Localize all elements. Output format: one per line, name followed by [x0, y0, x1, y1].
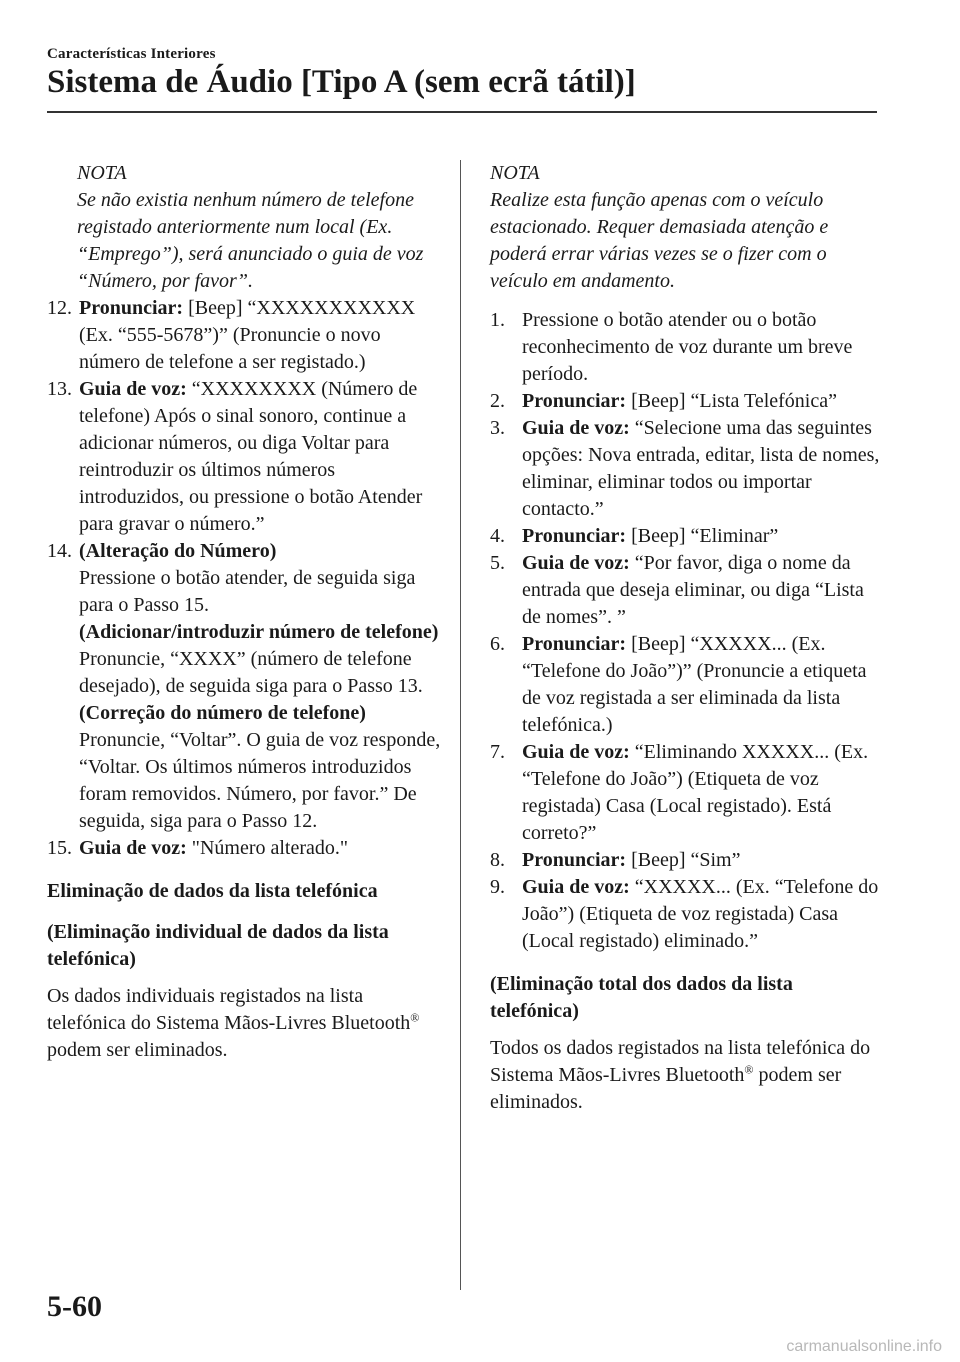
- step-item: [490, 388, 885, 415]
- step-number: 5.: [490, 552, 505, 574]
- step-label: Guia de voz:: [522, 552, 630, 574]
- step-text: “Eliminando XXXXX... (Ex. “Telefone do João”) (Etiqueta de voz registada) Casa (Local registado). Está correto?”: [522, 741, 869, 844]
- step-number: 12.: [47, 297, 72, 319]
- registered-mark: ®: [410, 1010, 420, 1025]
- note-label: NOTA: [490, 162, 540, 184]
- step-text: “XXXXXXXX (Número de telefone) Após o sinal sonoro, continue a adicionar números, ou diga Voltar para reintroduzir os últimos números introduzidos, ou pressione o botão Atender para gravar o número.”: [79, 378, 423, 535]
- header-rule: [47, 111, 877, 113]
- substep-title: (Adicionar/introduzir número de telefone): [79, 621, 439, 643]
- step-item: [490, 415, 885, 523]
- body-paragraph: [47, 983, 442, 1064]
- right-column: [490, 160, 885, 1116]
- step-label: Guia de voz:: [522, 876, 630, 898]
- substep-title: (Alteração do Número): [79, 540, 277, 562]
- step-label: Pronunciar:: [522, 390, 627, 412]
- step-item: [490, 631, 885, 739]
- substep-text: Pronuncie, “XXXX” (número de telefone desejado), de seguida siga para o Passo 13.: [79, 648, 423, 697]
- step-number: 1.: [490, 309, 505, 331]
- step-text: Pressione o botão atender ou o botão reconhecimento de voz durante um breve período.: [522, 309, 853, 385]
- note-box: [490, 160, 885, 295]
- column-divider: [460, 160, 461, 1290]
- para-text: Todos os dados registados na lista telefónica do Sistema Mãos-Livres Bluetooth: [490, 1037, 871, 1086]
- substep-title: (Correção do número de telefone): [79, 702, 366, 724]
- para-text: Os dados individuais registados na lista telefónica do Sistema Mãos-Livres Bluetooth: [47, 985, 411, 1034]
- subsection-heading: (Eliminação total dos dados da lista telefónica): [490, 973, 793, 1022]
- step-number: 7.: [490, 741, 505, 763]
- page-title: Sistema de Áudio [Tipo A (sem ecrã tátil)]: [47, 64, 636, 100]
- step-item: [490, 847, 885, 874]
- note-label: NOTA: [77, 162, 127, 184]
- step-item: [490, 550, 885, 631]
- step-text: [Beep] “Eliminar”: [626, 525, 779, 547]
- step-item: [47, 376, 442, 538]
- para-text: podem ser eliminados.: [490, 1064, 842, 1113]
- step-item: [47, 538, 442, 835]
- step-number: 15.: [47, 837, 72, 859]
- step-label: Pronunciar:: [522, 633, 627, 655]
- substep-text: Pronuncie, “Voltar”. O guia de voz responde, “Voltar. Os últimos números introduzidos foram removidos. Número, por favor.” De seguida, siga para o Passo 12.: [79, 729, 441, 832]
- step-text: [Beep] “XXXXX... (Ex. “Telefone do João”)” (Pronuncie a etiqueta de voz registada a ser eliminada da lista telefónica.): [522, 633, 867, 736]
- step-label: Pronunciar:: [522, 525, 627, 547]
- step-number: 4.: [490, 525, 505, 547]
- step-number: 9.: [490, 876, 505, 898]
- step-item: [47, 835, 442, 862]
- step-text: [Beep] “Sim”: [626, 849, 741, 871]
- step-label: Pronunciar:: [79, 297, 184, 319]
- step-number: 13.: [47, 378, 72, 400]
- registered-mark: ®: [744, 1062, 754, 1077]
- page-number: 5-60: [47, 1290, 102, 1323]
- step-item: [47, 295, 442, 376]
- step-text: [Beep] “XXXXXXXXXXX (Ex. “555-5678”)” (Pronuncie o novo número de telefone a ser registado.): [79, 297, 416, 373]
- step-label: Guia de voz:: [79, 378, 187, 400]
- step-text: “Selecione uma das seguintes opções: Nova entrada, editar, lista de nomes, eliminar, eliminar todos ou importar contacto.”: [522, 417, 880, 520]
- step-number: 2.: [490, 390, 505, 412]
- step-text: “XXXXX... (Ex. “Telefone do João”) (Etiqueta de voz registada) Casa (Local registado) eliminado.”: [522, 876, 879, 952]
- step-text: [Beep] “Lista Telefónica”: [626, 390, 837, 412]
- substep-text: Pressione o botão atender, de seguida siga para o Passo 15.: [79, 567, 416, 616]
- step-item: [490, 523, 885, 550]
- para-text: podem ser eliminados.: [47, 1039, 228, 1061]
- note-text: Se não existia nenhum número de telefone registado anteriormente num local (Ex. “Emprego”), será anunciado o guia de voz “Número, por favor”.: [77, 189, 424, 292]
- step-label: Guia de voz:: [522, 741, 630, 763]
- watermark: carmanualsonline.info: [786, 1338, 942, 1355]
- step-text: "Número alterado.": [186, 837, 349, 859]
- step-label: Pronunciar:: [522, 849, 627, 871]
- step-item: [490, 739, 885, 847]
- step-item: [490, 307, 885, 388]
- note-text: Realize esta função apenas com o veículo estacionado. Requer demasiada atenção e poderá errar várias vezes se o fizer com o veículo em andamento.: [490, 189, 829, 292]
- note-box: [77, 160, 442, 295]
- step-text: “Por favor, diga o nome da entrada que deseja eliminar, ou diga “Lista de nomes”. ”: [522, 552, 864, 628]
- step-label: Guia de voz:: [522, 417, 630, 439]
- step-number: 6.: [490, 633, 505, 655]
- step-item: [490, 874, 885, 955]
- section-heading: Eliminação de dados da lista telefónica: [47, 880, 378, 902]
- step-number: 14.: [47, 540, 72, 562]
- step-label: Guia de voz:: [79, 837, 187, 859]
- subsection-heading: (Eliminação individual de dados da lista telefónica): [47, 921, 389, 970]
- body-paragraph: [490, 1035, 885, 1116]
- step-number: 3.: [490, 417, 505, 439]
- header-category: Características Interiores: [47, 46, 216, 62]
- step-number: 8.: [490, 849, 505, 871]
- left-column: [47, 160, 442, 1064]
